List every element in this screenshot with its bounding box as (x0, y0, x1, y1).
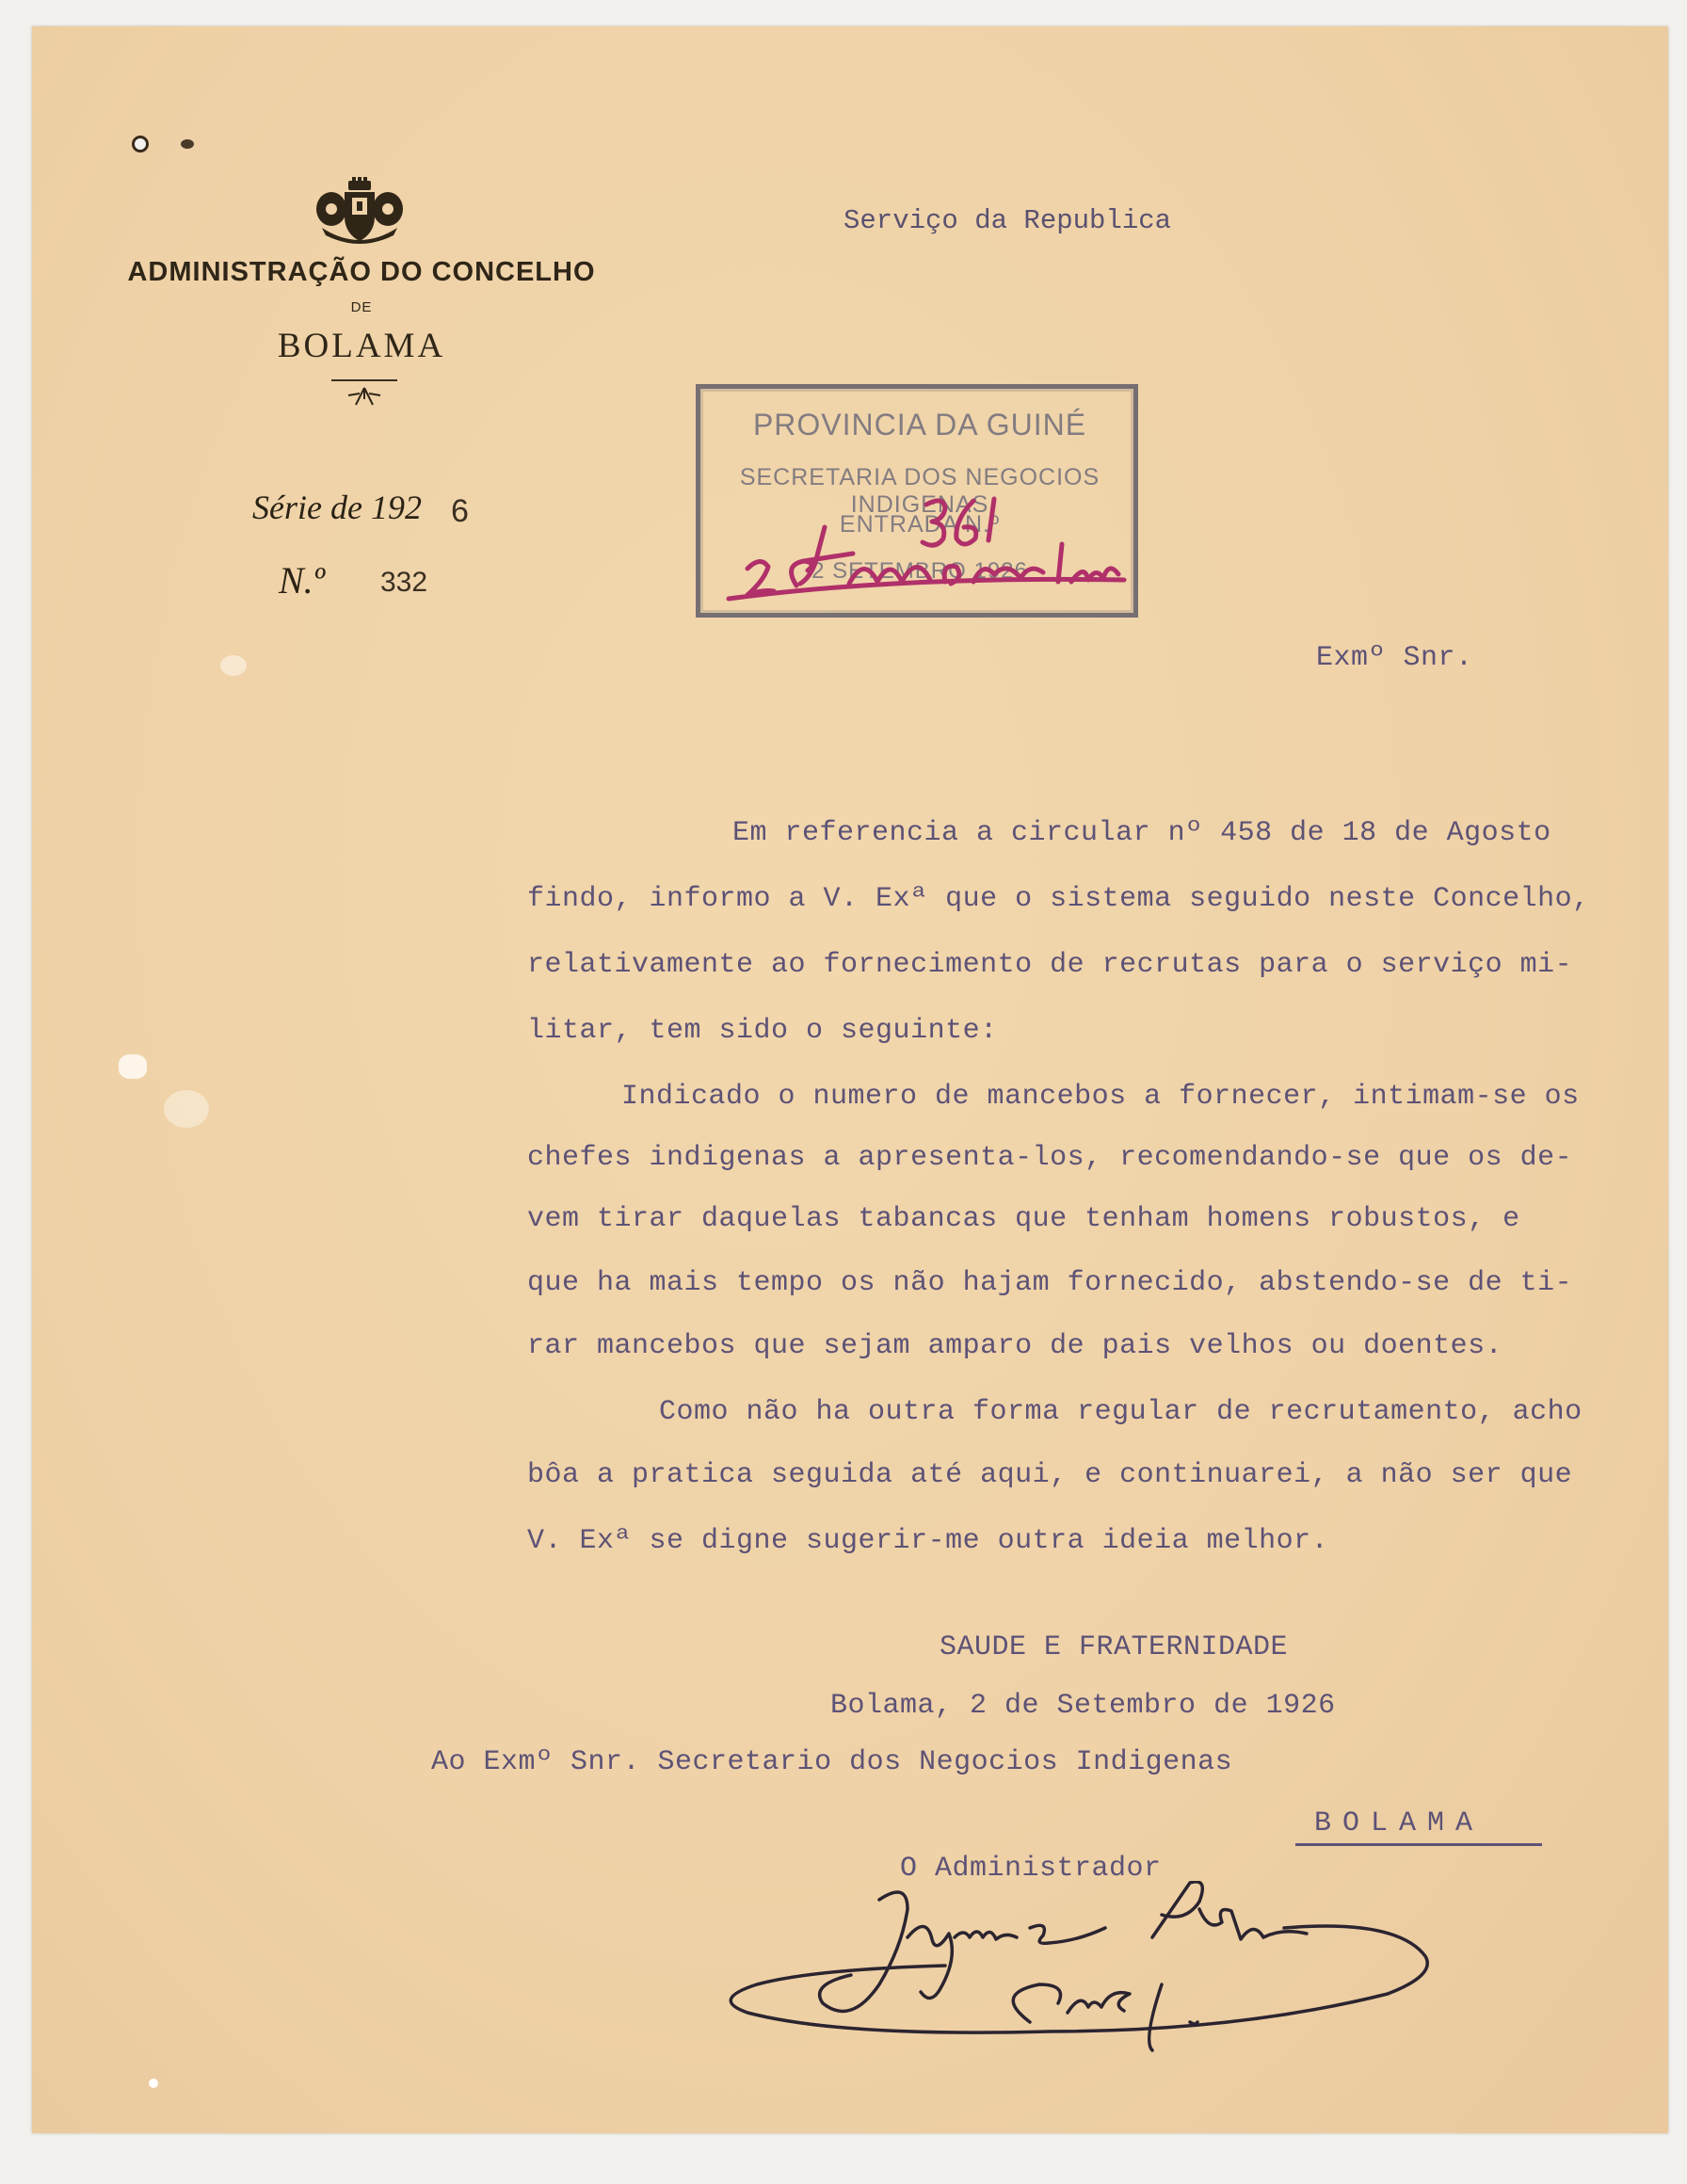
paragraph-2-line: Indicado o numero de mancebos a fornecer, intimam-se os (621, 1081, 1580, 1113)
letterhead-office: ADMINISTRAÇÃO DO CONCELHO (127, 257, 596, 287)
paragraph-3-line: V. Exª se digne sugerir-me outra ideia melhor. (527, 1525, 1329, 1557)
number-value: 332 (380, 567, 428, 598)
series-label: Série de 192 (252, 489, 422, 526)
ornament-icon (343, 386, 386, 407)
handwritten-signature (625, 1881, 1548, 2079)
paper-blemish (119, 1054, 147, 1079)
letterhead-city: BOLAMA (277, 327, 446, 365)
paragraph-1-line: findo, informo a V. Exª que o sistema seguido neste Concelho, (527, 883, 1590, 915)
closing-formula: SAUDE E FRATERNIDADE (940, 1631, 1289, 1663)
paragraph-2-line: vem tirar daquelas tabancas que tenham homens robustos, e (527, 1203, 1520, 1235)
stamp-province: PROVINCIA DA GUINÉ (752, 408, 1087, 442)
city-underline (1295, 1843, 1542, 1846)
paper-blemish (164, 1090, 209, 1128)
service-header: Serviço da Republica (844, 205, 1172, 236)
series-year: 6 (451, 493, 469, 529)
signatory-title: O Administrador (900, 1853, 1162, 1885)
number-label: N.º (279, 559, 326, 602)
paragraph-2-line: chefes indigenas a apresenta-los, recomendando-se que os de- (527, 1142, 1573, 1174)
stamp-date: 2 SETEMBRO 1926 (811, 558, 1028, 584)
paper-blemish (149, 2079, 158, 2088)
punch-hole (132, 136, 149, 153)
letterhead-preposition: DE (350, 299, 373, 315)
paper-blemish (220, 655, 247, 676)
letterhead-rule (331, 379, 397, 381)
dateline: Bolama, 2 de Setembro de 1926 (830, 1690, 1336, 1722)
salutation: Exmº Snr. (1316, 642, 1473, 674)
paragraph-3-line: bôa a pratica seguida até aqui, e continuarei, a não ser que (527, 1459, 1573, 1491)
paragraph-3-line: Como não ha outra forma regular de recrutamento, acho (659, 1396, 1583, 1428)
recipient-line: Ao Exmº Snr. Secretario dos Negocios Indigenas (431, 1746, 1233, 1778)
stamp-handwritten-entry (691, 488, 1143, 610)
paragraph-2-line: que ha mais tempo os não hajam fornecido, abstendo-se de ti- (527, 1267, 1573, 1299)
paragraph-1-line: relativamente ao fornecimento de recrutas para o serviço mi- (527, 949, 1573, 981)
paragraph-1-line: litar, tem sido o seguinte: (527, 1015, 998, 1047)
document-sheet (32, 26, 1668, 2133)
stamp-office: SECRETARIA DOS NEGOCIOS INDIGENAS (739, 464, 1101, 518)
coat-of-arms-icon (314, 177, 405, 247)
recipient-city: BOLAMA (1314, 1807, 1485, 1839)
stamp-entry: ENTRADA N.º (839, 511, 1001, 538)
paragraph-2-line: rar mancebos que sejam amparo de pais velhos ou doentes. (527, 1330, 1503, 1362)
paragraph-1-line: Em referencia a circular nº 458 de 18 de Agosto (732, 817, 1551, 849)
punch-hole-mark (181, 139, 194, 149)
